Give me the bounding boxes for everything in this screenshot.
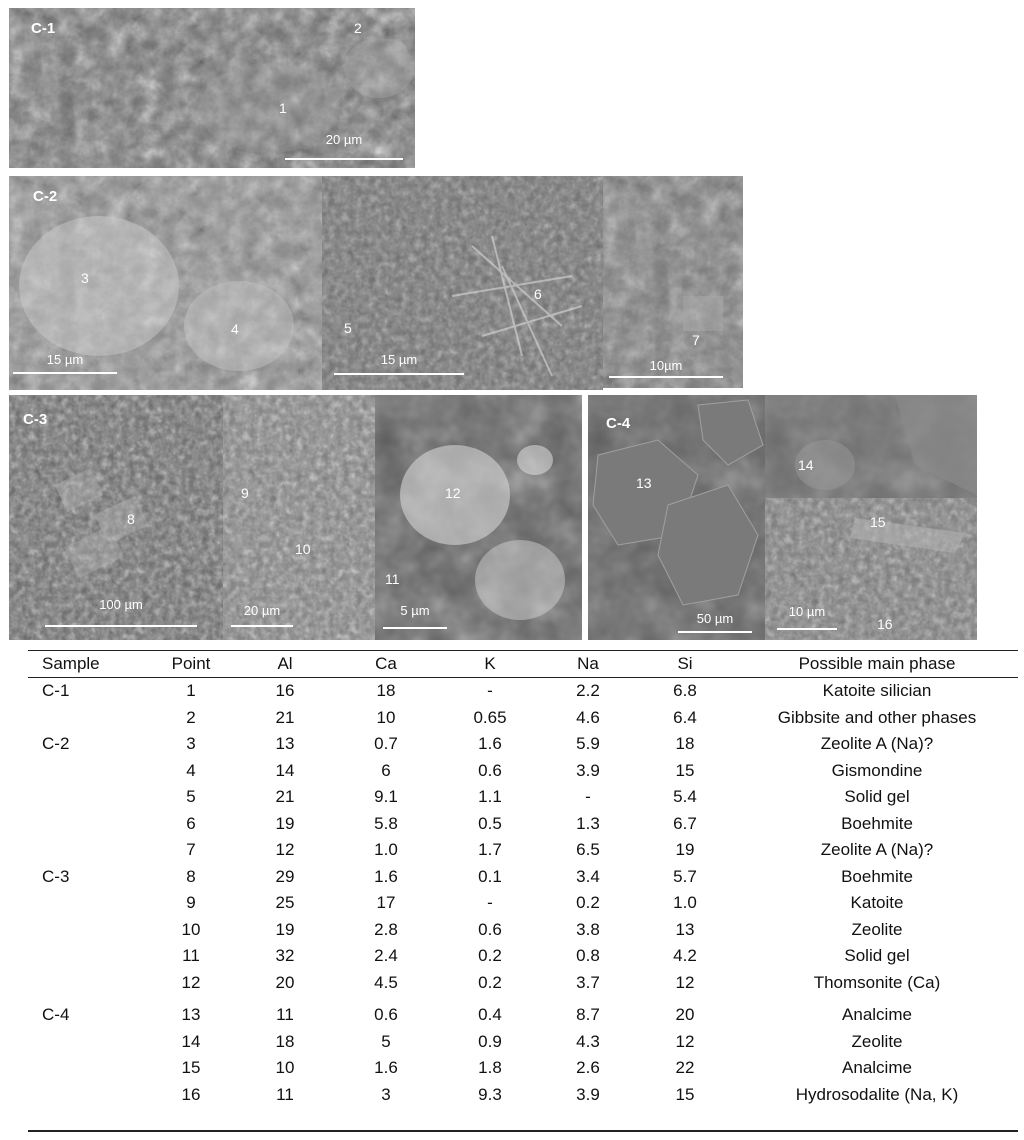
table-cell: 19 (275, 919, 295, 939)
table-cell: 6.4 (673, 707, 697, 727)
table-cell: Analcime (842, 1005, 912, 1025)
column-header: Possible main phase (736, 651, 1018, 678)
point-label: 10 (295, 541, 311, 557)
table-cell: 1 (186, 681, 196, 701)
table-row (28, 970, 1018, 997)
point-label: 15 (870, 514, 886, 530)
table-cell: 25 (275, 893, 295, 913)
table-cell: - (487, 893, 493, 913)
table-cell: 0.8 (576, 946, 600, 966)
table-cell (28, 758, 146, 785)
point-label: 4 (231, 321, 239, 337)
point-label: 9 (241, 485, 249, 501)
table-cell: 0.2 (478, 972, 502, 992)
scale-bar (231, 625, 293, 627)
table-cell (28, 811, 146, 838)
panel-label-c3: C-3 (23, 411, 48, 428)
table-cell (28, 1055, 146, 1082)
table-cell: 4.6 (576, 707, 600, 727)
table-cell: 3 (186, 734, 196, 754)
table-cell: 13 (675, 919, 695, 939)
table-cell: 16 (275, 681, 295, 701)
table-cell: Zeolite (851, 1031, 903, 1051)
table-cell: Zeolite A (Na)? (820, 840, 934, 860)
scale-bar-label: 15 µm (46, 352, 84, 367)
sem-panel-c2a (9, 176, 322, 390)
table-cell: Solid gel (844, 946, 910, 966)
table-cell: Katoite silician (822, 681, 932, 701)
table-cell: 10 (275, 1058, 295, 1078)
table-cell: 15 (675, 760, 695, 780)
table-row (28, 996, 1018, 1029)
point-label: 5 (344, 320, 352, 336)
table-cell: 18 (275, 1031, 295, 1051)
scale-bar-label: 20 µm (243, 603, 281, 618)
table-cell: 3.9 (576, 1084, 600, 1104)
column-header: Sample (28, 651, 146, 678)
scale-bar-label: 20 µm (325, 132, 363, 147)
table-cell: 9.1 (374, 787, 398, 807)
table-cell: 3.4 (576, 866, 600, 886)
table-cell: 5 (381, 1031, 391, 1051)
table-cell: 0.6 (478, 760, 502, 780)
table-cell: Zeolite (851, 919, 903, 939)
point-label: 13 (636, 475, 652, 491)
table-cell: 21 (275, 787, 295, 807)
column-header: Na (542, 651, 634, 678)
table-row (28, 1029, 1018, 1056)
scale-bar-label: 15 µm (380, 352, 418, 367)
table-cell: Katoite (850, 893, 904, 913)
table-cell: 4.2 (673, 946, 697, 966)
table-cell: 1.0 (673, 893, 697, 913)
table-cell: 3.9 (576, 760, 600, 780)
table-cell: 2.4 (374, 946, 398, 966)
table-row (28, 917, 1018, 944)
column-header: K (438, 651, 542, 678)
table-cell: 19 (675, 840, 695, 860)
table-row (28, 1055, 1018, 1082)
table-cell: 10 (376, 707, 396, 727)
table-cell: 15 (181, 1058, 201, 1078)
column-header: Ca (334, 651, 438, 678)
table-cell: Gibbsite and other phases (777, 707, 977, 727)
table-cell: 0.9 (478, 1031, 502, 1051)
table-cell: Boehmite (841, 866, 913, 886)
table-cell: 11 (276, 1084, 294, 1104)
point-label: 11 (385, 571, 400, 587)
table-cell: 9 (186, 893, 196, 913)
table-row (28, 758, 1018, 785)
table-cell: 0.1 (478, 866, 502, 886)
scale-bar-label: 100 µm (99, 597, 143, 612)
table-cell: 6 (186, 813, 196, 833)
sem-panel-c4a (588, 395, 765, 640)
sem-panel-c4b (765, 395, 977, 498)
table-cell: 5.7 (673, 866, 697, 886)
scale-bar (45, 625, 197, 627)
panel-label-c4: C-4 (606, 415, 631, 432)
table-cell: Thomsonite (Ca) (813, 972, 941, 992)
point-label: 16 (877, 616, 893, 632)
scale-bar (777, 628, 837, 630)
table-cell: Gismondine (831, 760, 923, 780)
table-row (28, 784, 1018, 811)
table-cell: 22 (675, 1058, 695, 1078)
table-cell: 0.2 (576, 893, 600, 913)
table-cell: 1.0 (374, 840, 398, 860)
table-cell (28, 1029, 146, 1056)
table-cell: 19 (275, 813, 295, 833)
composition-table (28, 650, 1018, 1108)
table-cell (28, 837, 146, 864)
column-header: Si (634, 651, 736, 678)
point-label: 3 (81, 270, 89, 286)
table-cell: 10 (181, 919, 201, 939)
sem-panel-c3a (9, 395, 223, 640)
table-cell: 12 (181, 972, 201, 992)
table-cell: 32 (275, 946, 295, 966)
table-cell: 11 (182, 946, 200, 966)
table-cell: 17 (376, 893, 396, 913)
point-label: 8 (127, 511, 135, 527)
table-cell: 21 (275, 707, 295, 727)
panel-label-c1: C-1 (31, 20, 56, 37)
table-cell: 18 (376, 681, 396, 701)
table-cell (28, 970, 146, 997)
sem-panel-c3b (223, 395, 375, 640)
table-cell: Boehmite (841, 813, 913, 833)
table-row (28, 1082, 1018, 1109)
scale-bar (13, 372, 117, 374)
sem-panel-c2c (603, 176, 743, 388)
scale-bar-label: 10µm (649, 358, 683, 373)
table-cell: 12 (675, 1031, 695, 1051)
table-row (28, 943, 1018, 970)
sem-panel-c4c (765, 498, 977, 640)
table-cell (28, 917, 146, 944)
scale-bar (334, 373, 464, 375)
table-cell: 0.6 (478, 919, 502, 939)
table-cell: 2.8 (374, 919, 398, 939)
sem-panel-c2b (322, 176, 603, 390)
table-cell: 12 (275, 840, 295, 860)
table-cell (28, 1082, 146, 1109)
table-cell: Zeolite A (Na)? (820, 734, 934, 754)
table-cell: 14 (181, 1031, 201, 1051)
scale-bar (609, 376, 723, 378)
table-cell: 5.9 (576, 734, 600, 754)
sem-panel-c1 (9, 8, 415, 168)
table-cell: 1.7 (478, 840, 502, 860)
table-cell: 14 (275, 760, 295, 780)
table-cell: 9.3 (478, 1084, 502, 1104)
table-cell: C-4 (42, 1005, 70, 1025)
table-cell: - (487, 681, 493, 701)
sem-panel-c3c (375, 395, 582, 640)
table-cell: 0.7 (374, 734, 398, 754)
point-label: 12 (445, 485, 461, 501)
point-label: 1 (279, 100, 287, 116)
table-row (28, 678, 1018, 705)
table-cell: 5.8 (374, 813, 398, 833)
table-cell: 20 (275, 972, 295, 992)
table-cell (28, 705, 146, 732)
table-cell: 0.65 (473, 707, 507, 727)
table-row (28, 890, 1018, 917)
table-cell: 1.6 (374, 1058, 398, 1078)
table-cell (28, 784, 146, 811)
table-cell: 7 (186, 840, 196, 860)
table-cell: - (585, 787, 591, 807)
table-cell: 3 (381, 1084, 391, 1104)
table-cell: 6 (381, 760, 391, 780)
table-cell: 13 (275, 734, 295, 754)
table-cell: 11 (276, 1005, 294, 1025)
scale-bar (383, 627, 447, 629)
table-row (28, 864, 1018, 891)
table-cell: 6.7 (673, 813, 697, 833)
table-cell: 4.5 (374, 972, 398, 992)
table-cell: 1.1 (478, 787, 502, 807)
table-cell: 16 (181, 1084, 201, 1104)
panel-label-c2: C-2 (33, 188, 58, 205)
table-cell: 18 (675, 734, 695, 754)
table-cell: Solid gel (844, 787, 910, 807)
table-row (28, 731, 1018, 758)
table-cell: 13 (181, 1005, 201, 1025)
table-cell: 5 (186, 787, 196, 807)
table-cell: 0.4 (478, 1005, 502, 1025)
table-cell: C-1 (42, 681, 70, 701)
table-cell: 5.4 (673, 787, 697, 807)
scale-bar (678, 631, 752, 633)
point-label: 2 (354, 20, 362, 36)
point-label: 7 (692, 332, 700, 348)
table-bottom-rule (28, 1130, 1018, 1132)
point-label: 14 (798, 457, 814, 473)
table-cell: 15 (675, 1084, 695, 1104)
table-cell: 4 (186, 760, 196, 780)
table-cell: 12 (675, 972, 695, 992)
table-row (28, 811, 1018, 838)
table-cell: 0.2 (478, 946, 502, 966)
table-cell: 1.6 (374, 866, 398, 886)
table-cell: 8 (186, 866, 196, 886)
scale-bar-label: 50 µm (696, 611, 734, 626)
column-header: Point (146, 651, 236, 678)
table-cell: 6.5 (576, 840, 600, 860)
point-label: 6 (534, 286, 542, 302)
table-cell: 20 (675, 1005, 695, 1025)
table-cell (28, 943, 146, 970)
table-cell: 8.7 (576, 1005, 600, 1025)
table-cell: 2 (186, 707, 196, 727)
table-cell: 2.2 (576, 681, 600, 701)
table-cell: 2.6 (576, 1058, 600, 1078)
table-cell: 6.8 (673, 681, 697, 701)
table-cell: 3.7 (576, 972, 600, 992)
scale-bar (285, 158, 403, 160)
scale-bar-label: 10 µm (788, 604, 826, 619)
table-row (28, 705, 1018, 732)
table-cell: C-2 (42, 734, 70, 754)
table-cell: C-3 (42, 866, 70, 886)
table-cell: 0.5 (478, 813, 502, 833)
table-cell: Hydrosodalite (Na, K) (795, 1084, 959, 1104)
scale-bar-label: 5 µm (400, 603, 430, 618)
table-cell (28, 890, 146, 917)
table-cell: 1.3 (576, 813, 600, 833)
table-header-row (28, 651, 1018, 678)
table-cell: Analcime (842, 1058, 912, 1078)
table-cell: 3.8 (576, 919, 600, 939)
table-cell: 29 (275, 866, 295, 886)
table-cell: 1.8 (478, 1058, 502, 1078)
table-cell: 4.3 (576, 1031, 600, 1051)
table-cell: 0.6 (374, 1005, 398, 1025)
table-row (28, 837, 1018, 864)
sem-image-c4b (765, 395, 977, 498)
table-cell: 1.6 (478, 734, 502, 754)
column-header: Al (236, 651, 334, 678)
sem-image-c2c (603, 176, 743, 388)
